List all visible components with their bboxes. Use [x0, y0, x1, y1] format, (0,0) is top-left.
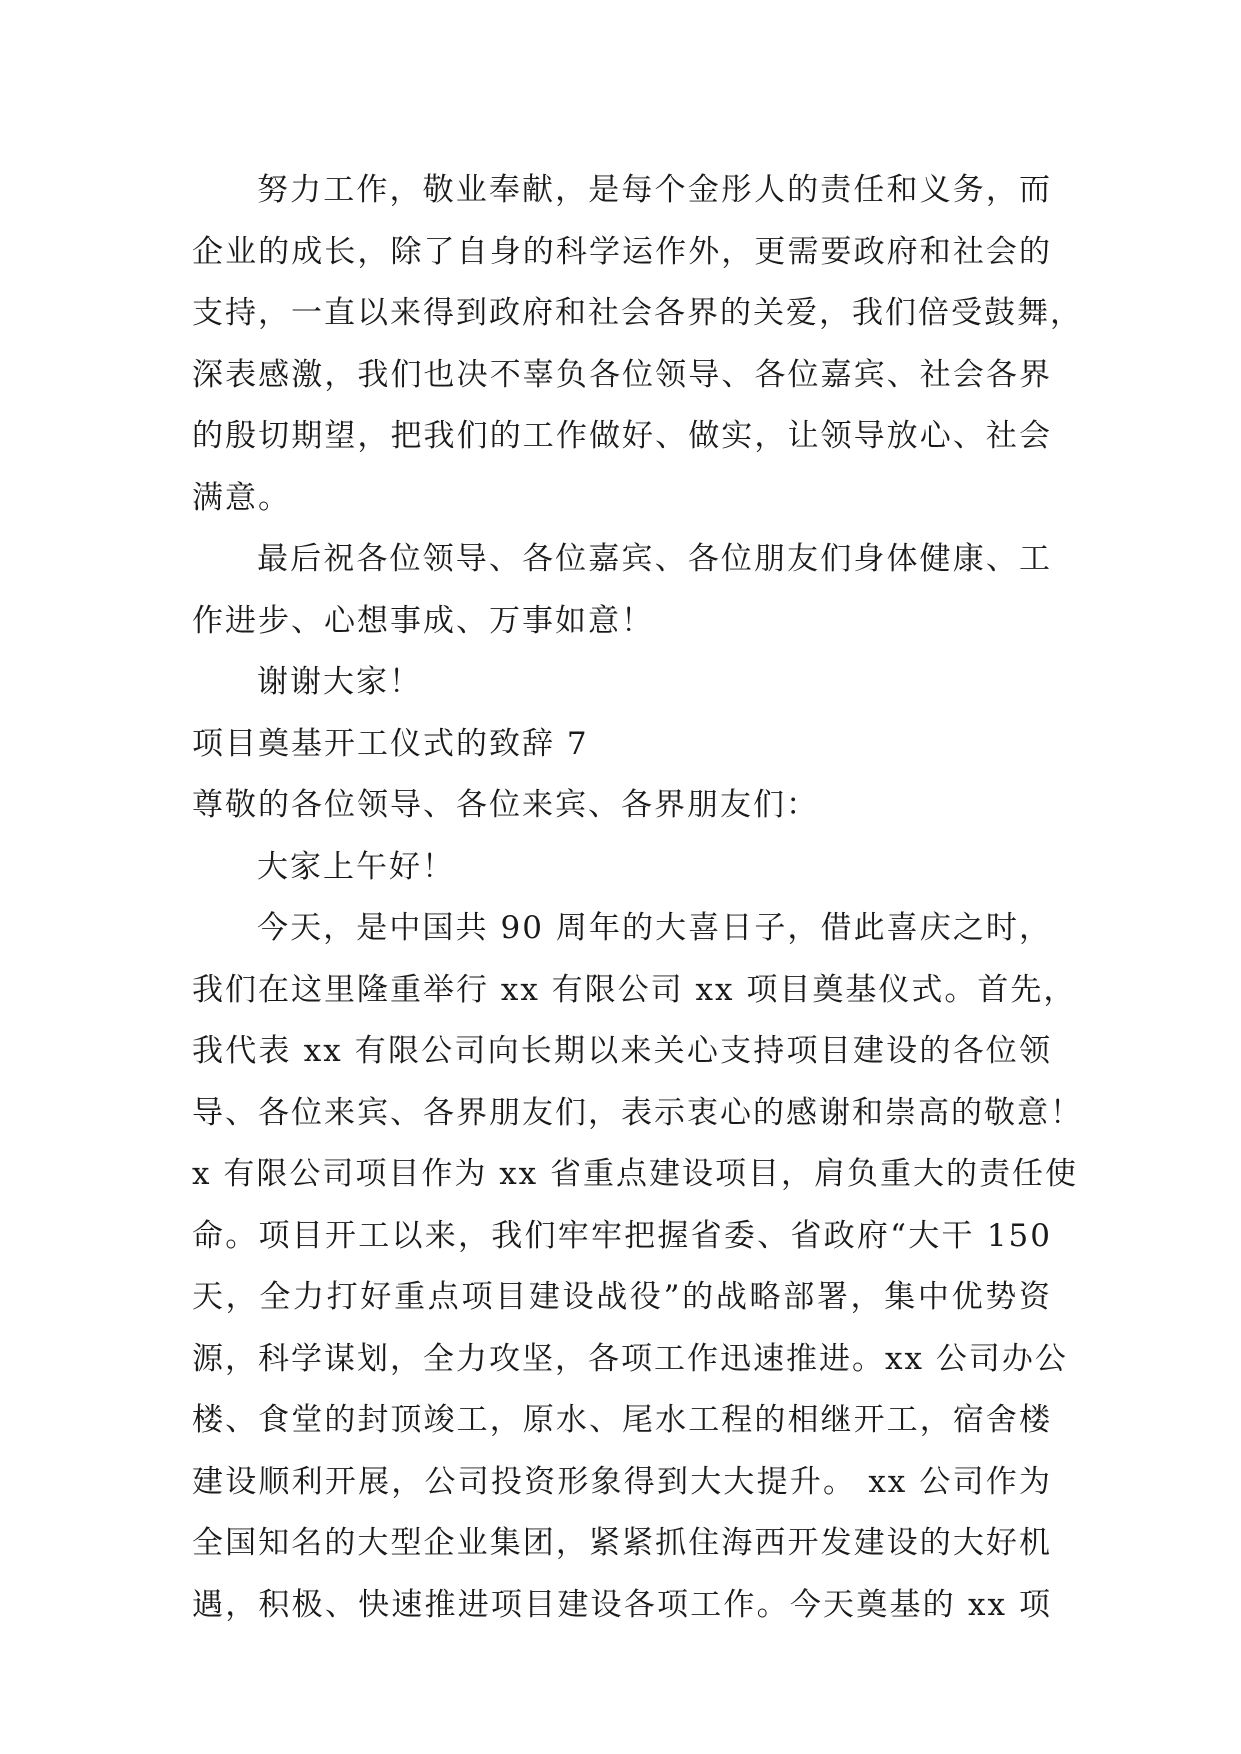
text-line: 最后祝各位领导、各位嘉宾、各位朋友们身体健康、工 — [257, 541, 1052, 577]
text-line: 命。项目开工以来，我们牢牢把握省委、省政府“大干 150 — [192, 1217, 1052, 1254]
text-line: 源，科学谋划，全力攻坚，各项工作迅速推进。xx 公司办公 — [192, 1340, 1068, 1377]
text-line: 企业的成长，除了自身的科学运作外，更需要政府和社会的 — [192, 233, 1052, 270]
text-line: 我代表 xx 有限公司向长期以来关心支持项目建设的各位领 — [192, 1033, 1052, 1069]
text-line: 项目奠基开工仪式的致辞 7 — [192, 725, 589, 762]
text-line: 谢谢大家！ — [257, 664, 422, 700]
text-line: 大家上午好！ — [257, 848, 455, 885]
text-line: 深表感激，我们也决不辜负各位领导、各位嘉宾、社会各界 — [192, 356, 1052, 393]
text-line: 满意。 — [192, 479, 291, 516]
text-line: 全国知名的大型企业集团，紧紧抓住海西开发建设的大好机 — [192, 1525, 1052, 1561]
text-line: x 有限公司项目作为 xx 省重点建设项目，肩负重大的责任使 — [192, 1156, 1079, 1192]
text-line: 遇，积极、快速推进项目建设各项工作。今天奠基的 xx 项 — [192, 1586, 1052, 1623]
text-line: 建设顺利开展，公司投资形象得到大大提升。 xx 公司作为 — [192, 1463, 1052, 1500]
text-line: 天，全力打好重点项目建设战役”的战略部署，集中优势资 — [192, 1279, 1052, 1315]
text-line: 作进步、心想事成、万事如意！ — [192, 602, 654, 639]
text-line: 努力工作，敬业奉献，是每个金彤人的责任和义务，而 — [257, 172, 1052, 208]
text-line: 尊敬的各位领导、各位来宾、各界朋友们： — [192, 787, 819, 823]
text-line: 今天，是中国共 90 周年的大喜日子，借此喜庆之时， — [257, 910, 1052, 946]
document-body — [192, 160, 1083, 1636]
text-line: 的殷切期望，把我们的工作做好、做实，让领导放心、社会 — [192, 418, 1052, 454]
text-line: 楼、食堂的封顶竣工，原水、尾水工程的相继开工，宿舍楼 — [192, 1402, 1052, 1438]
text-line: 导、各位来宾、各界朋友们，表示衷心的感谢和崇高的敬意！ — [192, 1094, 1083, 1131]
text-line: 支持，一直以来得到政府和社会各界的关爱，我们倍受鼓舞， — [192, 295, 1083, 331]
text-line: 我们在这里隆重举行 xx 有限公司 xx 项目奠基仪式。首先， — [192, 971, 1077, 1008]
